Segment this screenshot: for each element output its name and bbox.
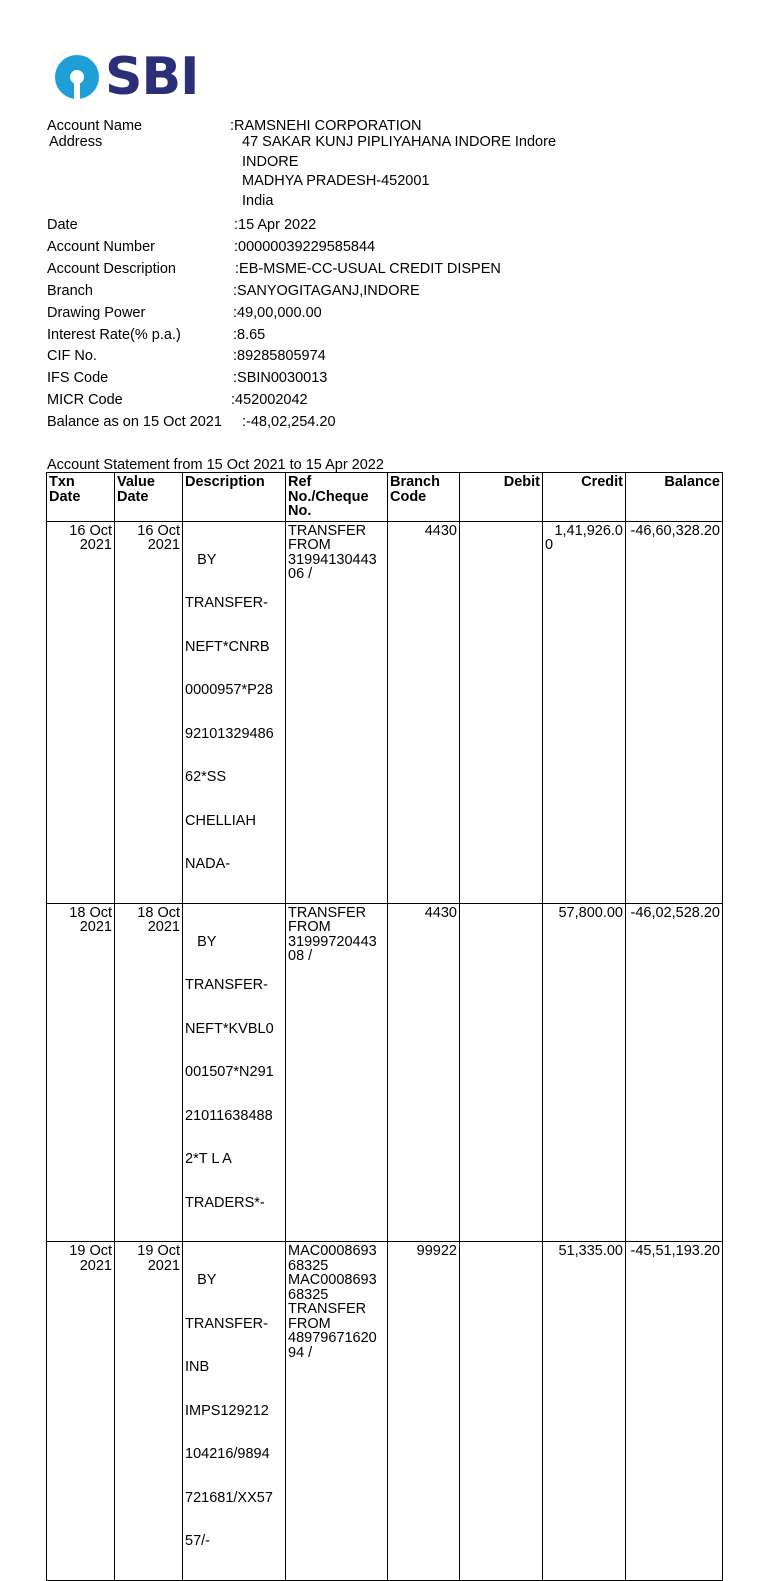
brand-name: SBI xyxy=(105,47,199,107)
ref-cell: MAC0008693 68325 MAC0008693 68325 TRANSFER FROM 48979671620 94 / xyxy=(286,1242,388,1581)
account-description-value: :EB-MSME-CC-USUAL CREDIT DISPEN xyxy=(235,261,501,277)
account-name-label: Account Name xyxy=(47,118,143,134)
balance-cell: -46,02,528.20 xyxy=(626,903,723,1242)
header-txn-date: Txn Date xyxy=(47,473,115,522)
drawing-power-value: :49,00,000.00 xyxy=(233,305,322,321)
branch-code-cell: 99922 xyxy=(388,1242,460,1581)
header-debit: Debit xyxy=(460,473,543,522)
ifs-code-value: :SBIN0030013 xyxy=(233,370,328,386)
account-description-label: Account Description xyxy=(47,261,176,277)
address-line: India xyxy=(242,192,274,209)
balance-cell: -45,51,193.20 xyxy=(626,1242,723,1581)
cif-no-label: CIF No. xyxy=(47,348,97,364)
table-row xyxy=(47,903,723,1242)
date-label: Date xyxy=(47,217,78,233)
sbi-logo xyxy=(55,47,199,107)
description-cell: BY TRANSFER- NEFT*CNRB 0000957*P28 92101329486 62*SS CHELLIAH NADA- xyxy=(183,521,286,903)
interest-rate-value: :8.65 xyxy=(233,327,266,343)
account-number-value: :00000039229585844 xyxy=(234,239,376,255)
cif-no-value: :89285805974 xyxy=(233,348,326,364)
value-date-cell: 16 Oct 2021 xyxy=(115,521,183,903)
balance-cell: -46,60,328.20 xyxy=(626,521,723,903)
value-date-cell: 19 Oct 2021 xyxy=(115,1242,183,1581)
transactions-table xyxy=(46,472,723,1581)
header-balance: Balance xyxy=(626,473,723,522)
address-line: 47 SAKAR KUNJ PIPLIYAHANA INDORE Indore xyxy=(242,134,557,150)
debit-cell xyxy=(460,1242,543,1581)
drawing-power-label: Drawing Power xyxy=(47,305,146,321)
value-date-cell: 18 Oct 2021 xyxy=(115,903,183,1242)
credit-cell: 51,335.00 xyxy=(543,1242,626,1581)
address-label: Address xyxy=(49,134,103,150)
sbi-keyhole-logo-icon xyxy=(55,55,99,99)
opening-balance-label: Balance as on 15 Oct 2021 xyxy=(47,414,222,430)
micr-code-label: MICR Code xyxy=(47,392,123,408)
debit-cell xyxy=(460,521,543,903)
header-credit: Credit xyxy=(543,473,626,522)
ref-cell: TRANSFER FROM 31999720443 08 / xyxy=(286,903,388,1242)
branch-code-cell: 4430 xyxy=(388,903,460,1242)
branch-code-cell: 4430 xyxy=(388,521,460,903)
table-row xyxy=(47,521,723,903)
credit-cell: 57,800.00 xyxy=(543,903,626,1242)
txn-date-cell: 18 Oct 2021 xyxy=(47,903,115,1242)
micr-code-value: :452002042 xyxy=(231,392,308,408)
table-row xyxy=(47,1242,723,1581)
table-header-row xyxy=(47,473,723,522)
ifs-code-label: IFS Code xyxy=(47,370,109,386)
branch-label: Branch xyxy=(47,283,93,299)
txn-date-cell: 19 Oct 2021 xyxy=(47,1242,115,1581)
header-description: Description xyxy=(183,473,286,522)
header-value-date: Value Date xyxy=(115,473,183,522)
debit-cell xyxy=(460,903,543,1242)
address-line: MADHYA PRADESH-452001 xyxy=(242,173,430,189)
address-line: INDORE xyxy=(242,153,299,170)
ref-cell: TRANSFER FROM 31994130443 06 / xyxy=(286,521,388,903)
description-cell: BY TRANSFER- INB IMPS129212 104216/9894 721681/XX57 57/- xyxy=(183,1242,286,1581)
header-ref-no: Ref No./Cheque No. xyxy=(286,473,388,522)
address-block xyxy=(242,133,556,211)
credit-cell: 1,41,926.0 0 xyxy=(543,521,626,903)
description-cell: BY TRANSFER- NEFT*KVBL0 001507*N291 21011638488 2*T L A TRADERS*- xyxy=(183,903,286,1242)
date-value: :15 Apr 2022 xyxy=(234,217,317,233)
account-number-label: Account Number xyxy=(47,239,155,255)
opening-balance-value: :-48,02,254.20 xyxy=(242,414,336,430)
header-branch-code: Branch Code xyxy=(388,473,460,522)
account-name-value: :RAMSNEHI CORPORATION xyxy=(230,118,422,134)
interest-rate-label: Interest Rate(% p.a.) xyxy=(47,327,181,343)
statement-title: Account Statement from 15 Oct 2021 to 15 Apr 2022 xyxy=(47,457,384,473)
branch-value: :SANYOGITAGANJ,INDORE xyxy=(233,283,420,299)
txn-date-cell: 16 Oct 2021 xyxy=(47,521,115,903)
